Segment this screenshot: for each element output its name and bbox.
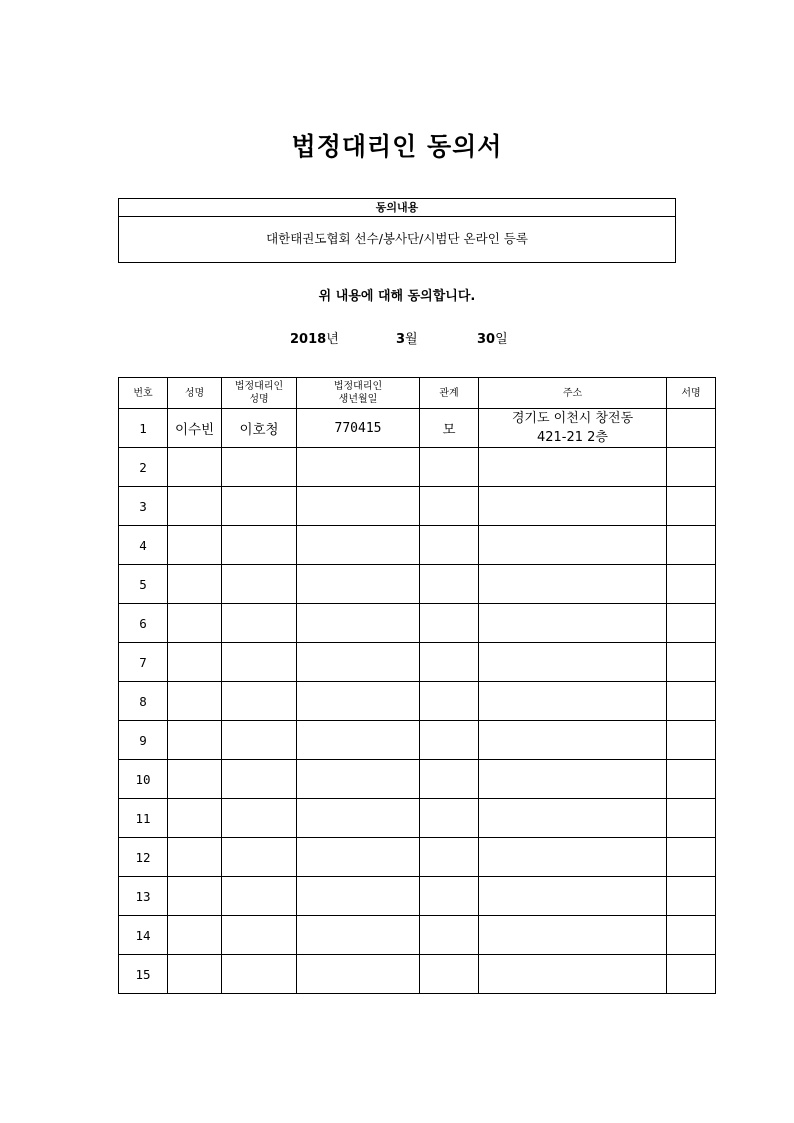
table-row	[119, 760, 716, 799]
cell-number: 15	[119, 955, 168, 994]
cell-number: 14	[119, 916, 168, 955]
cell-signature	[667, 799, 716, 838]
cell-signature	[667, 565, 716, 604]
table-row	[119, 565, 716, 604]
header-number: 번호	[119, 378, 168, 409]
date-day-unit: 일	[495, 332, 508, 347]
date-year-value: 2018	[290, 332, 327, 347]
cell-signature	[667, 448, 716, 487]
cell-signature	[667, 526, 716, 565]
date-year	[290, 328, 339, 347]
cell-guardian-birth	[297, 526, 420, 565]
cell-relation	[420, 643, 479, 682]
cell-relation	[420, 604, 479, 643]
table-header-row	[119, 378, 716, 409]
cell-relation	[420, 799, 479, 838]
header-guardian-name: 법정대리인 성명	[222, 378, 297, 409]
cell-guardian-birth	[297, 487, 420, 526]
cell-signature	[667, 409, 716, 448]
header-name: 성명	[168, 378, 222, 409]
cell-name	[168, 838, 222, 877]
cell-guardian-name	[222, 955, 297, 994]
cell-guardian-birth	[297, 604, 420, 643]
cell-guardian-name	[222, 448, 297, 487]
cell-address	[479, 838, 667, 877]
cell-name	[168, 955, 222, 994]
cell-number: 6	[119, 604, 168, 643]
cell-address	[479, 682, 667, 721]
cell-number: 2	[119, 448, 168, 487]
table-row	[119, 604, 716, 643]
header-relation: 관계	[420, 378, 479, 409]
cell-relation	[420, 760, 479, 799]
cell-number: 9	[119, 721, 168, 760]
cell-relation	[420, 448, 479, 487]
date-month-value: 3	[396, 332, 406, 347]
cell-name	[168, 916, 222, 955]
cell-relation	[420, 838, 479, 877]
cell-name: 이수빈	[168, 409, 222, 448]
cell-number: 7	[119, 643, 168, 682]
cell-name	[168, 526, 222, 565]
cell-signature	[667, 877, 716, 916]
cell-relation	[420, 955, 479, 994]
cell-signature	[667, 682, 716, 721]
cell-address	[479, 604, 667, 643]
cell-address	[479, 760, 667, 799]
date-day	[477, 328, 508, 347]
cell-guardian-birth	[297, 838, 420, 877]
cell-number: 12	[119, 838, 168, 877]
cell-address	[479, 448, 667, 487]
cell-number: 10	[119, 760, 168, 799]
table-row	[119, 955, 716, 994]
cell-relation	[420, 526, 479, 565]
cell-name	[168, 682, 222, 721]
table-row	[119, 838, 716, 877]
cell-guardian-birth	[297, 721, 420, 760]
cell-guardian-birth	[297, 643, 420, 682]
cell-address	[479, 877, 667, 916]
cell-relation	[420, 916, 479, 955]
cell-guardian-birth	[297, 682, 420, 721]
cell-address	[479, 565, 667, 604]
cell-signature	[667, 916, 716, 955]
cell-guardian-birth	[297, 877, 420, 916]
cell-guardian-name	[222, 643, 297, 682]
cell-guardian-name	[222, 526, 297, 565]
table-row	[119, 526, 716, 565]
date-month-unit: 월	[405, 332, 418, 347]
cell-signature	[667, 721, 716, 760]
cell-address	[479, 643, 667, 682]
cell-name	[168, 721, 222, 760]
cell-name	[168, 760, 222, 799]
cell-signature	[667, 487, 716, 526]
table-row	[119, 877, 716, 916]
cell-number: 1	[119, 409, 168, 448]
date-year-unit: 년	[326, 332, 339, 347]
cell-name	[168, 487, 222, 526]
cell-address	[479, 487, 667, 526]
cell-signature	[667, 955, 716, 994]
cell-guardian-birth	[297, 916, 420, 955]
cell-number: 11	[119, 799, 168, 838]
cell-guardian-name	[222, 799, 297, 838]
header-signature: 서명	[667, 378, 716, 409]
cell-guardian-name	[222, 682, 297, 721]
date-day-value: 30	[477, 332, 496, 347]
consent-content-body: 대한태권도협회 선수/봉사단/시범단 온라인 등록	[266, 231, 528, 246]
table-row	[119, 916, 716, 955]
cell-guardian-name	[222, 760, 297, 799]
cell-guardian-name	[222, 721, 297, 760]
table-row	[119, 409, 716, 448]
cell-signature	[667, 760, 716, 799]
cell-guardian-birth: 770415	[297, 409, 420, 448]
cell-name	[168, 565, 222, 604]
header-guardian-birth: 법정대리인 생년월일	[297, 378, 420, 409]
cell-guardian-birth	[297, 799, 420, 838]
cell-address: 경기도 이천시 창전동 421-21 2층	[479, 409, 667, 448]
cell-number: 13	[119, 877, 168, 916]
cell-relation	[420, 487, 479, 526]
cell-number: 5	[119, 565, 168, 604]
cell-guardian-name	[222, 877, 297, 916]
cell-relation	[420, 565, 479, 604]
cell-name	[168, 604, 222, 643]
cell-address	[479, 916, 667, 955]
consent-content-box	[118, 198, 676, 263]
cell-number: 4	[119, 526, 168, 565]
cell-relation	[420, 682, 479, 721]
table-row	[119, 487, 716, 526]
cell-signature	[667, 604, 716, 643]
date-month	[396, 328, 418, 347]
cell-address	[479, 526, 667, 565]
header-address: 주소	[479, 378, 667, 409]
cell-number: 3	[119, 487, 168, 526]
table-row	[119, 643, 716, 682]
table-row	[119, 682, 716, 721]
table-row	[119, 721, 716, 760]
cell-guardian-name	[222, 916, 297, 955]
cell-guardian-name	[222, 604, 297, 643]
consent-content-header: 동의내용	[119, 199, 675, 217]
table-row	[119, 799, 716, 838]
cell-guardian-name	[222, 838, 297, 877]
cell-address	[479, 955, 667, 994]
cell-guardian-birth	[297, 760, 420, 799]
table-row	[119, 448, 716, 487]
cell-guardian-name	[222, 487, 297, 526]
cell-address	[479, 799, 667, 838]
cell-name	[168, 448, 222, 487]
cell-guardian-birth	[297, 565, 420, 604]
cell-relation	[420, 721, 479, 760]
cell-signature	[667, 838, 716, 877]
cell-relation	[420, 877, 479, 916]
cell-name	[168, 643, 222, 682]
cell-name	[168, 877, 222, 916]
cell-guardian-birth	[297, 955, 420, 994]
cell-guardian-name	[222, 565, 297, 604]
agreement-statement: 위 내용에 대해 동의합니다.	[318, 289, 476, 304]
cell-number: 8	[119, 682, 168, 721]
cell-relation: 모	[420, 409, 479, 448]
cell-name	[168, 799, 222, 838]
cell-signature	[667, 643, 716, 682]
guardian-consent-table	[118, 377, 716, 994]
cell-guardian-birth	[297, 448, 420, 487]
cell-guardian-name: 이호청	[222, 409, 297, 448]
cell-address	[479, 721, 667, 760]
document-title: 법정대리인 동의서	[291, 132, 503, 161]
